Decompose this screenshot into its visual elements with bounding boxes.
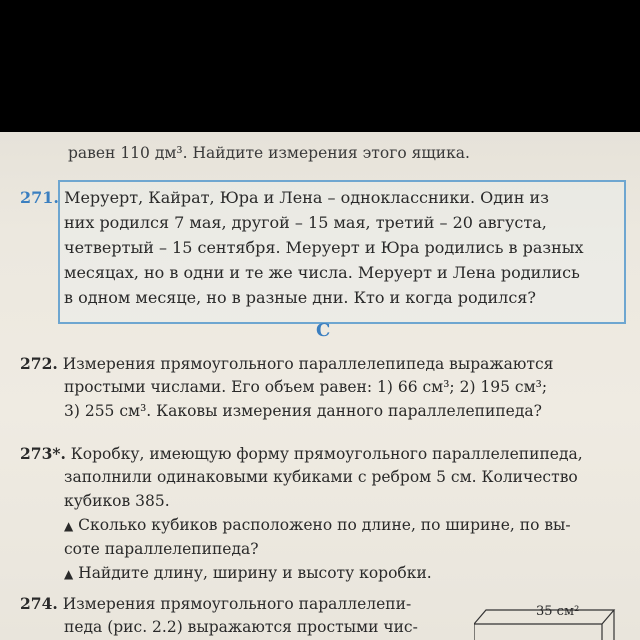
problem-271-number: 271. [20, 188, 59, 207]
previous-problem-tail: равен 110 дм³. Найдите измерения этого ящика. [68, 144, 470, 162]
textbook-page [0, 132, 640, 640]
triangle-bullet-icon: ▲ [64, 567, 74, 581]
problem-271-line-5: в одном месяце, но в разные дни. Кто и когда родился? [64, 288, 536, 307]
problem-273-bullet-1-line-1: ▲ Сколько кубиков расположено по длине, по ширине, по вы- [64, 516, 571, 534]
problem-271-line-1: 271. Меруерт, Кайрат, Юра и Лена – одноклассники. Один из [20, 188, 549, 207]
problem-272-line-2: простыми числами. Его объем равен: 1) 66 см³; 2) 195 см³; [64, 378, 548, 396]
figure-area-label: 35 см² [536, 604, 580, 619]
problem-274-line-2: педа (рис. 2.2) выражаются простыми чис- [64, 618, 418, 636]
problem-273-line-1: 273*. Коробку, имеющую форму прямоугольного параллелепипеда, [20, 444, 583, 463]
triangle-bullet-icon: ▲ [64, 519, 74, 533]
problem-272-line-1: 272. Измерения прямоугольного параллелепипеда выражаются [20, 354, 554, 373]
problem-274-number: 274. [20, 594, 58, 613]
problem-271-line-4: месяцах, но в одни и те же числа. Меруерт и Лена родились [64, 263, 580, 282]
problem-273-bullet-1-line-2: соте параллелепипеда? [64, 540, 259, 558]
problem-271-line-2: них родился 7 мая, другой – 15 мая, третий – 20 августа, [64, 213, 547, 232]
section-letter-c: C [316, 320, 331, 341]
problem-272-line-3: 3) 255 см³. Каковы измерения данного параллелепипеда? [64, 402, 542, 420]
problem-273-bullet-2: ▲ Найдите длину, ширину и высоту коробки. [64, 564, 432, 582]
problem-274-line-1: 274. Измерения прямоугольного параллелепи- [20, 594, 412, 613]
problem-272-number: 272. [20, 354, 58, 373]
problem-273-line-2: заполнили одинаковыми кубиками с ребром 5 см. Количество [64, 468, 578, 486]
problem-273-number: 273*. [20, 444, 66, 463]
problem-271-line-3: четвертый – 15 сентября. Меруерт и Юра родились в разных [64, 238, 584, 257]
problem-273-line-3: кубиков 385. [64, 492, 170, 510]
